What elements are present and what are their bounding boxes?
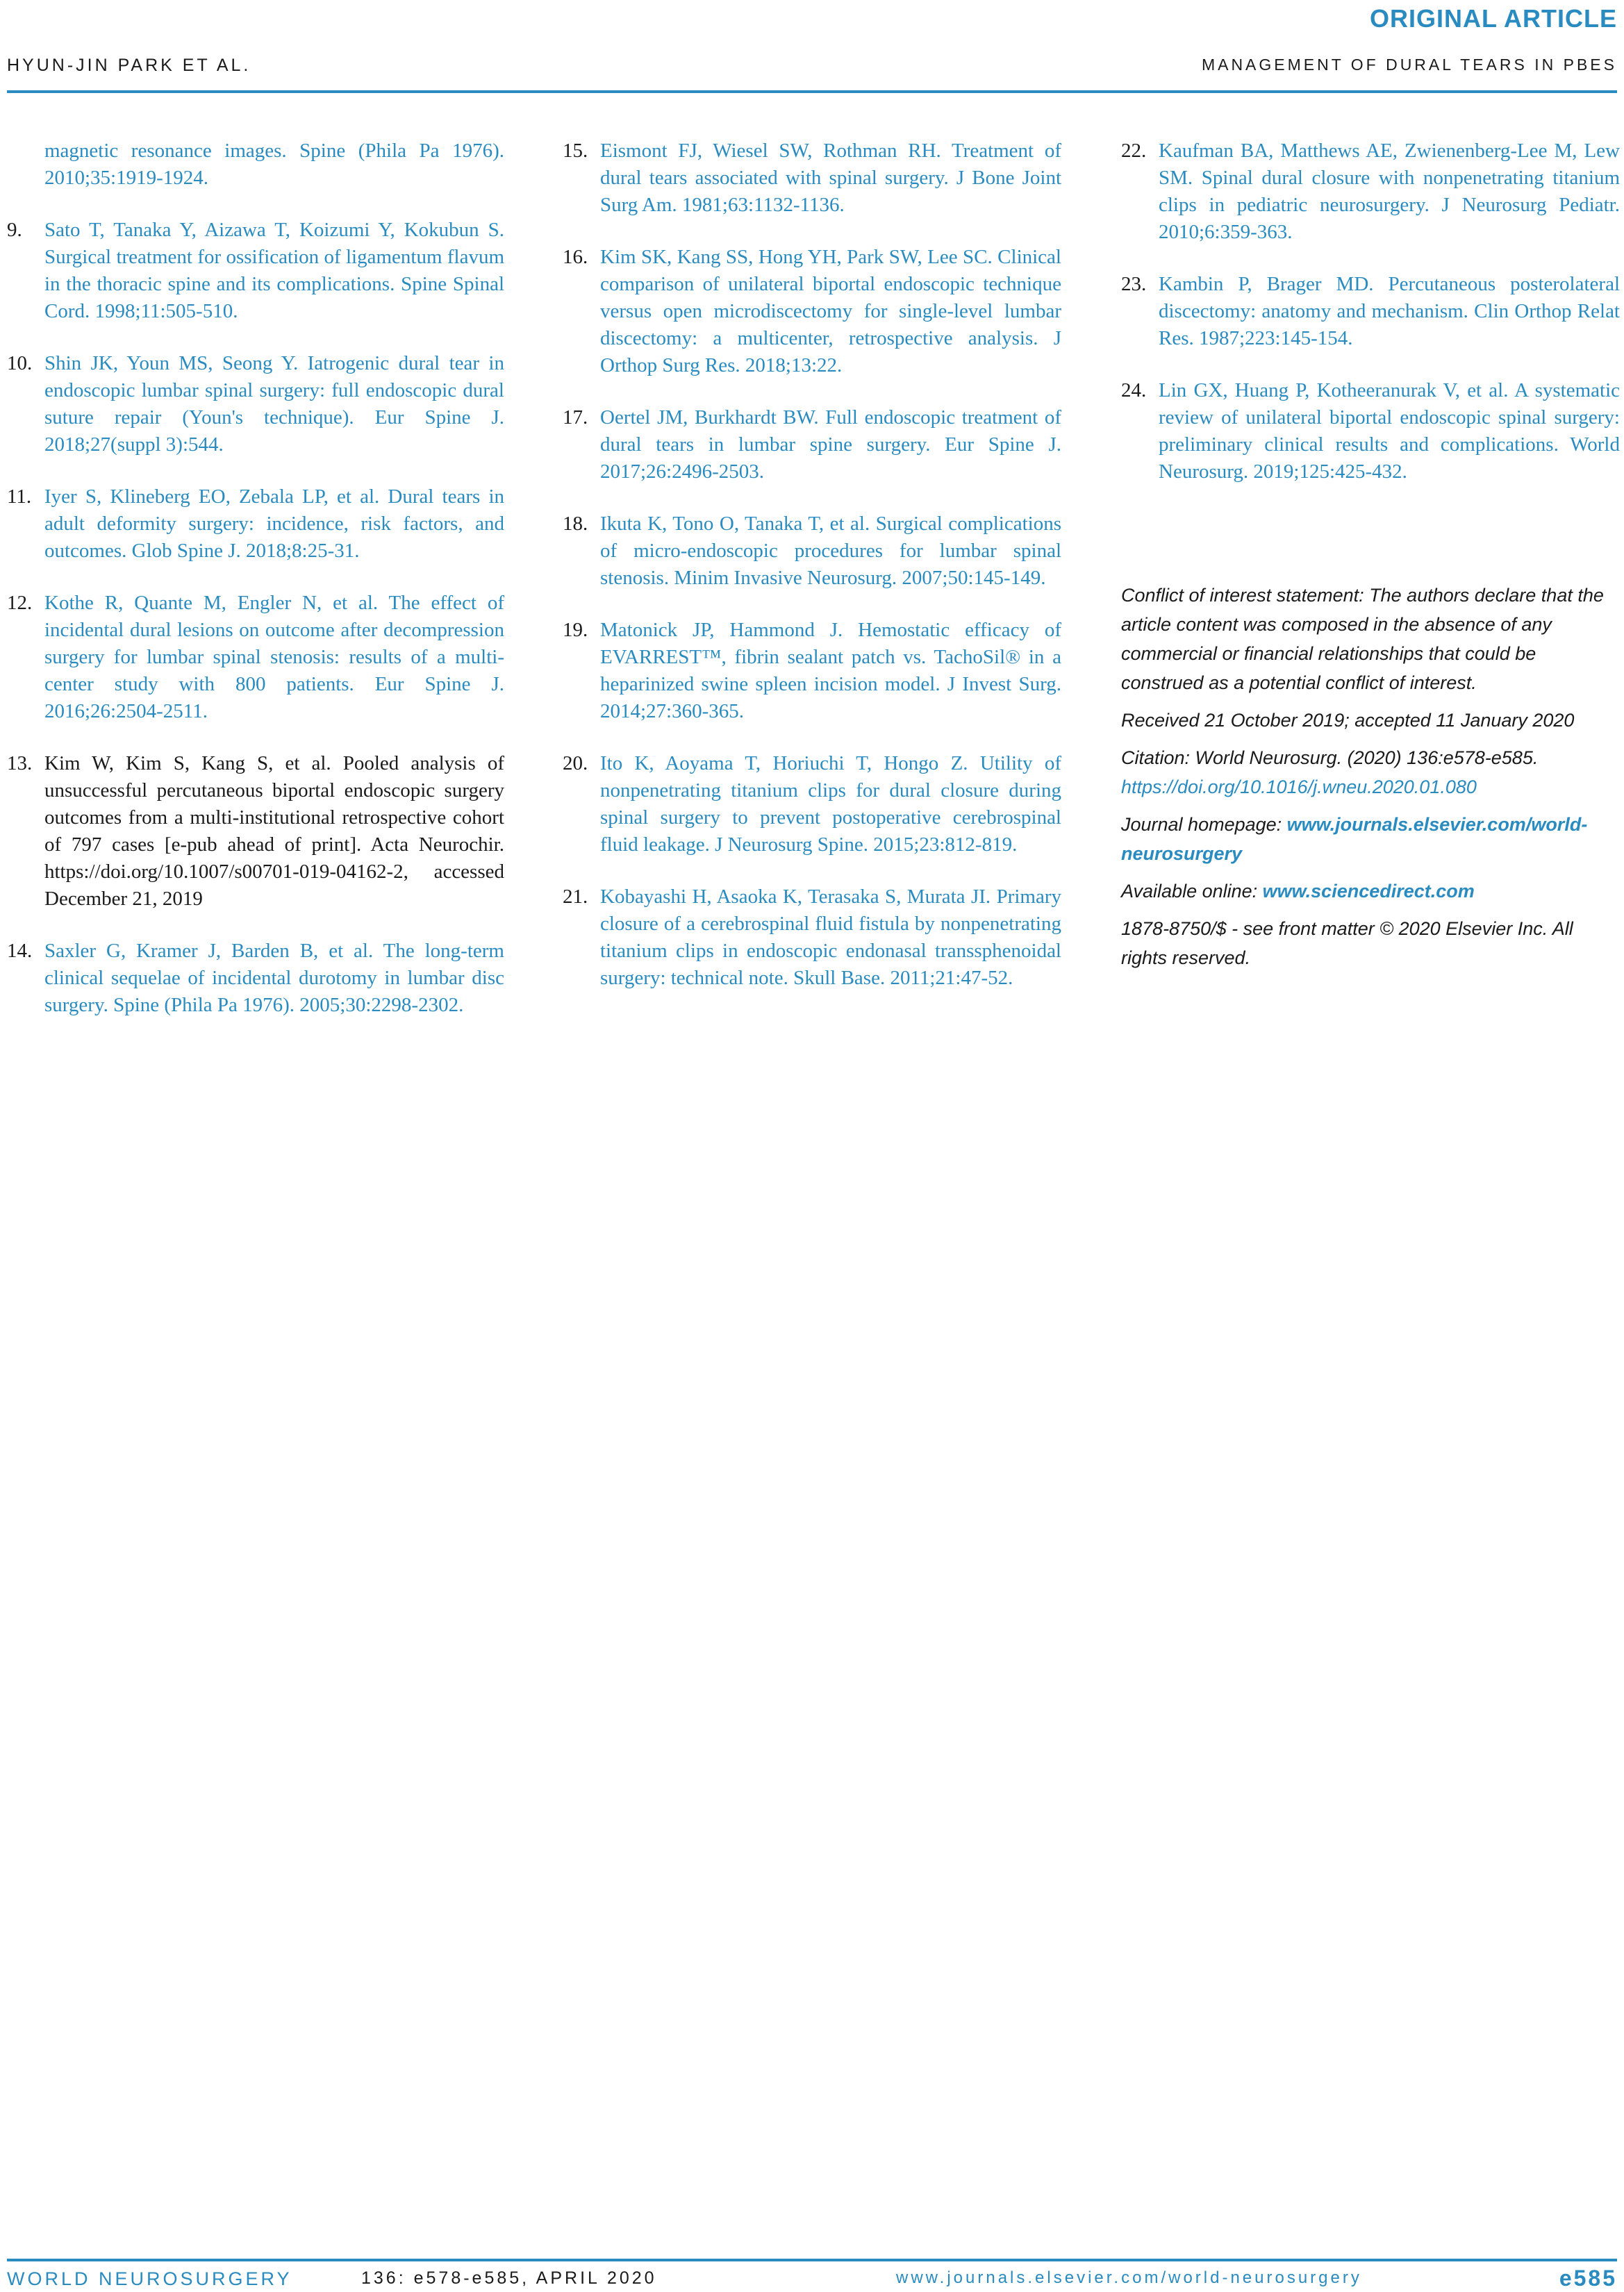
- reference-text: Kim W, Kim S, Kang S, et al. Pooled analysis of unsuccessful percutaneous biportal endoscopic surgery outcomes from a multi-institutional retrospective cohort of 797 cases [e-pub ahead of print]. Acta Neurochir. https://doi.org/10.1007/s00701-019-04162-2, accessed December 21, 2019: [44, 752, 504, 910]
- reference-number: 14.: [7, 940, 33, 962]
- reference-text[interactable]: Shin JK, Youn MS, Seong Y. Iatrogenic dural tear in endoscopic lumbar spinal surgery: full endoscopic dural suture repair (Youn's technique). Eur Spine J. 2018;27(suppl 3):544.: [44, 352, 504, 456]
- reference-text[interactable]: Kambin P, Brager MD. Percutaneous posterolateral discectomy: anatomy and mechanism. Clin Orthop Relat Res. 1987;223:145-154.: [1159, 273, 1620, 349]
- reference-item: [7, 483, 504, 565]
- citation-text: Citation: World Neurosurg. (2020) 136:e578-e585.: [1121, 747, 1539, 768]
- reference-item: [1121, 271, 1620, 352]
- reference-text[interactable]: Eismont FJ, Wiesel SW, Rothman RH. Treatment of dural tears associated with spinal surgery. J Bone Joint Surg Am. 1981;63:1132-1136.: [600, 140, 1061, 216]
- reference-column-1: [7, 138, 504, 1044]
- reference-number: 16.: [563, 246, 588, 268]
- reference-text[interactable]: Ikuta K, Tono O, Tanaka T, et al. Surgical complications of micro-endoscopic procedures for lumbar spinal stenosis. Minim Invasive Neurosurg. 2007;50:145-149.: [600, 513, 1061, 589]
- reference-item: [1121, 138, 1620, 246]
- journal-homepage: [1121, 810, 1620, 868]
- reference-item: [7, 138, 504, 192]
- reference-item: [563, 617, 1061, 725]
- conflict-statement: Conflict of interest statement: The authors declare that the article content was composed in the absence of any commercial or financial relationships that could be construed as a potential conflict of interest.: [1121, 585, 1604, 693]
- reference-text[interactable]: Lin GX, Huang P, Kotheeranurak V, et al. A systematic review of unilateral biportal endoscopic spinal surgery: preliminary clinical results and complications. World Neurosurg. 2019;125:425-432.: [1159, 379, 1620, 483]
- reference-text[interactable]: magnetic resonance images. Spine (Phila Pa 1976). 2010;35:1919-1924.: [44, 140, 504, 189]
- reference-text[interactable]: Kothe R, Quante M, Engler N, et al. The effect of incidental dural lesions on outcome after decompression surgery for lumbar spinal stenosis: results of a multi-center study with 800 patients. Eur Spine J. 2016;26:2504-2511.: [44, 592, 504, 722]
- reference-number: 23.: [1121, 273, 1147, 295]
- reference-text[interactable]: Matonick JP, Hammond J. Hemostatic efficacy of EVARREST™, fibrin sealant patch vs. TachoSil® in a heparinized swine spleen incision model. J Invest Surg. 2014;27:360-365.: [600, 619, 1061, 722]
- reference-number: 19.: [563, 619, 588, 641]
- header-rule: [7, 90, 1617, 93]
- homepage-label: Journal homepage:: [1121, 814, 1287, 835]
- reference-number: 13.: [7, 752, 33, 774]
- reference-number: 15.: [563, 140, 588, 162]
- doi-link[interactable]: https://doi.org/10.1016/j.wneu.2020.01.080: [1121, 777, 1477, 797]
- reference-text[interactable]: Iyer S, Klineberg EO, Zebala LP, et al. Dural tears in adult deformity surgery: incidence, risk factors, and outcomes. Glob Spine J. 2018;8:25-31.: [44, 485, 504, 562]
- reference-number: 18.: [563, 513, 588, 535]
- running-head-authors: HYUN-JIN PARK ET AL.: [7, 56, 251, 75]
- reference-column-3: [1121, 138, 1620, 510]
- reference-item: [7, 750, 504, 913]
- reference-number: 20.: [563, 752, 588, 774]
- reference-number: 9.: [7, 219, 22, 241]
- section-label: ORIGINAL ARTICLE: [1370, 4, 1617, 33]
- reference-number: 10.: [7, 352, 33, 374]
- footer-volume: 136: e578-e585, APRIL 2020: [361, 2268, 657, 2288]
- reference-number: 11.: [7, 485, 32, 508]
- online-label: Available online:: [1121, 881, 1263, 902]
- reference-item: [563, 883, 1061, 992]
- footer-rule: [7, 2259, 1617, 2261]
- article-notes: [1121, 581, 1620, 981]
- reference-number: 12.: [7, 592, 33, 614]
- reference-item: [563, 404, 1061, 485]
- reference-item: [1121, 377, 1620, 485]
- reference-text[interactable]: Kim SK, Kang SS, Hong YH, Park SW, Lee SC. Clinical comparison of unilateral biportal endoscopic technique versus open microdiscectomy for single-level lumbar discectomy: a multicenter, retrospective analysis. J Orthop Surg Res. 2018;13:22.: [600, 246, 1061, 376]
- received-date: Received 21 October 2019; accepted 11 January 2020: [1121, 710, 1575, 731]
- reference-text[interactable]: Kaufman BA, Matthews AE, Zwienenberg-Lee M, Lew SM. Spinal dural closure with nonpenetrating titanium clips in pediatric neurosurgery. J Neurosurg Pediatr. 2010;6:359-363.: [1159, 140, 1620, 243]
- reference-item: [563, 510, 1061, 592]
- available-online: [1121, 877, 1620, 906]
- footer-journal: WORLD NEUROSURGERY: [7, 2268, 292, 2289]
- footer-url[interactable]: www.journals.elsevier.com/world-neurosurgery: [896, 2268, 1362, 2287]
- reference-text[interactable]: Ito K, Aoyama T, Horiuchi T, Hongo Z. Utility of nonpenetrating titanium clips for dural closure during spinal surgery to prevent postoperative cerebrospinal fluid leakage. J Neurosurg Spine. 2015;23:812-819.: [600, 752, 1061, 856]
- citation: [1121, 743, 1620, 802]
- reference-number: 22.: [1121, 140, 1147, 162]
- reference-number: 24.: [1121, 379, 1147, 401]
- reference-text[interactable]: Sato T, Tanaka Y, Aizawa T, Koizumi Y, Kokubun S. Surgical treatment for ossification of ligamentum flavum in the thoracic spine and its complications. Spine Spinal Cord. 1998;11:505-510.: [44, 219, 504, 322]
- reference-item: [563, 750, 1061, 858]
- reference-item: [563, 138, 1061, 219]
- copyright: 1878-8750/$ - see front matter © 2020 Elsevier Inc. All rights reserved.: [1121, 918, 1573, 968]
- reference-number: 17.: [563, 406, 588, 429]
- reference-item: [563, 244, 1061, 379]
- reference-text[interactable]: Saxler G, Kramer J, Barden B, et al. The long-term clinical sequelae of incidental durotomy in lumbar disc surgery. Spine (Phila Pa 1976). 2005;30:2298-2302.: [44, 940, 504, 1016]
- reference-text[interactable]: Kobayashi H, Asaoka K, Terasaka S, Murata JI. Primary closure of a cerebrospinal fluid fistula by nonpenetrating titanium clips in endoscopic endonasal transsphenoidal surgery: technical note. Skull Base. 2011;21:47-52.: [600, 886, 1061, 989]
- reference-item: [7, 938, 504, 1019]
- reference-item: [7, 350, 504, 458]
- reference-item: [7, 217, 504, 325]
- reference-text[interactable]: Oertel JM, Burkhardt BW. Full endoscopic treatment of dural tears in lumbar spine surgery. Eur Spine J. 2017;26:2496-2503.: [600, 406, 1061, 483]
- homepage-link[interactable]: www.journals.elsevier.com/world-neurosurgery: [1121, 814, 1588, 864]
- page-number: e585: [1559, 2266, 1617, 2291]
- reference-number: 21.: [563, 886, 588, 908]
- reference-column-2: [563, 138, 1061, 1017]
- reference-item: [7, 590, 504, 725]
- running-head-title: MANAGEMENT OF DURAL TEARS IN PBES: [1201, 56, 1617, 74]
- online-link[interactable]: www.sciencedirect.com: [1262, 881, 1475, 902]
